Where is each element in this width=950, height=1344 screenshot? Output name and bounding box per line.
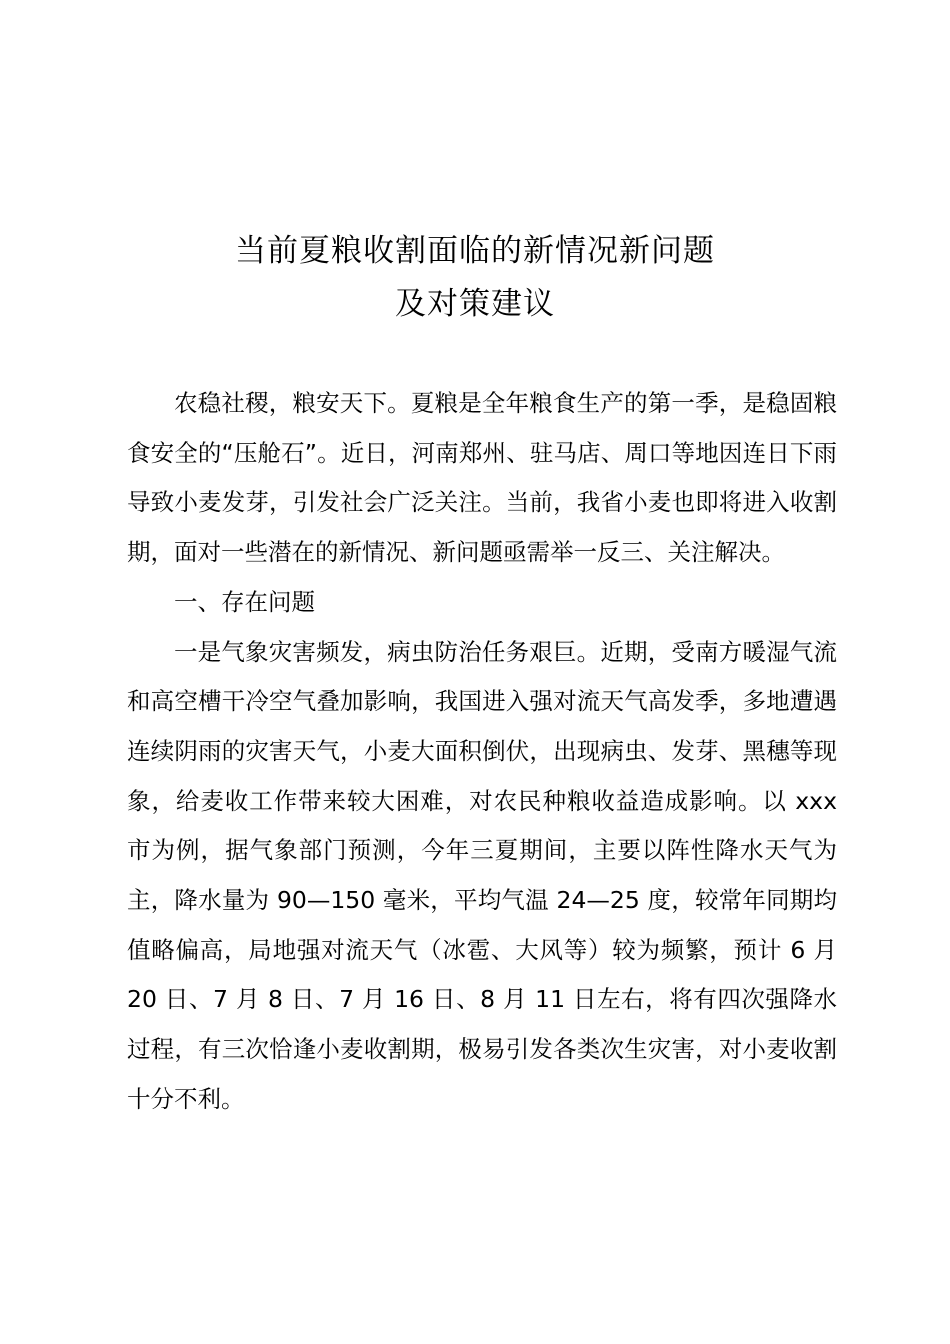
document-title-line-1: 当前夏粮收割面临的新情况新问题 xyxy=(235,233,715,269)
document-body xyxy=(127,379,837,1125)
document-title-line-2: 及对策建议 xyxy=(395,286,555,322)
section-heading: 一、存在问题 xyxy=(174,587,315,616)
paragraph-weather-disasters: 一是气象灾害频发，病虫防治任务艰巨。近期，受南方暖湿气流和高空槽干冷空气叠加影响，我国进入强对流天气高发季，多地遭遇连续阴雨的灾害天气，小麦大面积倒伏，出现病虫、发芽、黑穗等现象，给麦收工作带来较大困难，对农民种粮收益造成影响。以 xxx 市为例，据气象部门预测，今年三夏期间，主要以阵性降水天气为主，降水量为 90—150 毫米，平均气温 24—25 度，较常年同期均值略偏高，局地强对流天气（冰雹、大风等）较为频繁，预计 6 月 20 日、7 月 8 日、7 月 16 日、8 月 11 日左右，将有四次强降水过程，有三次恰逢小麦收割期，极易引发各类次生灾害，对小麦收割十分不利。 xyxy=(127,637,837,1113)
paragraph-intro: 农稳社稷，粮安天下。夏粮是全年粮食生产的第一季，是稳固粮食安全的“压舱石”。近日，河南郑州、驻马店、周口等地因连日下雨导致小麦发芽，引发社会广泛关注。当前，我省小麦也即将进入收割期，面对一些潜在的新情况、新问题亟需举一反三、关注解决。 xyxy=(127,389,837,567)
